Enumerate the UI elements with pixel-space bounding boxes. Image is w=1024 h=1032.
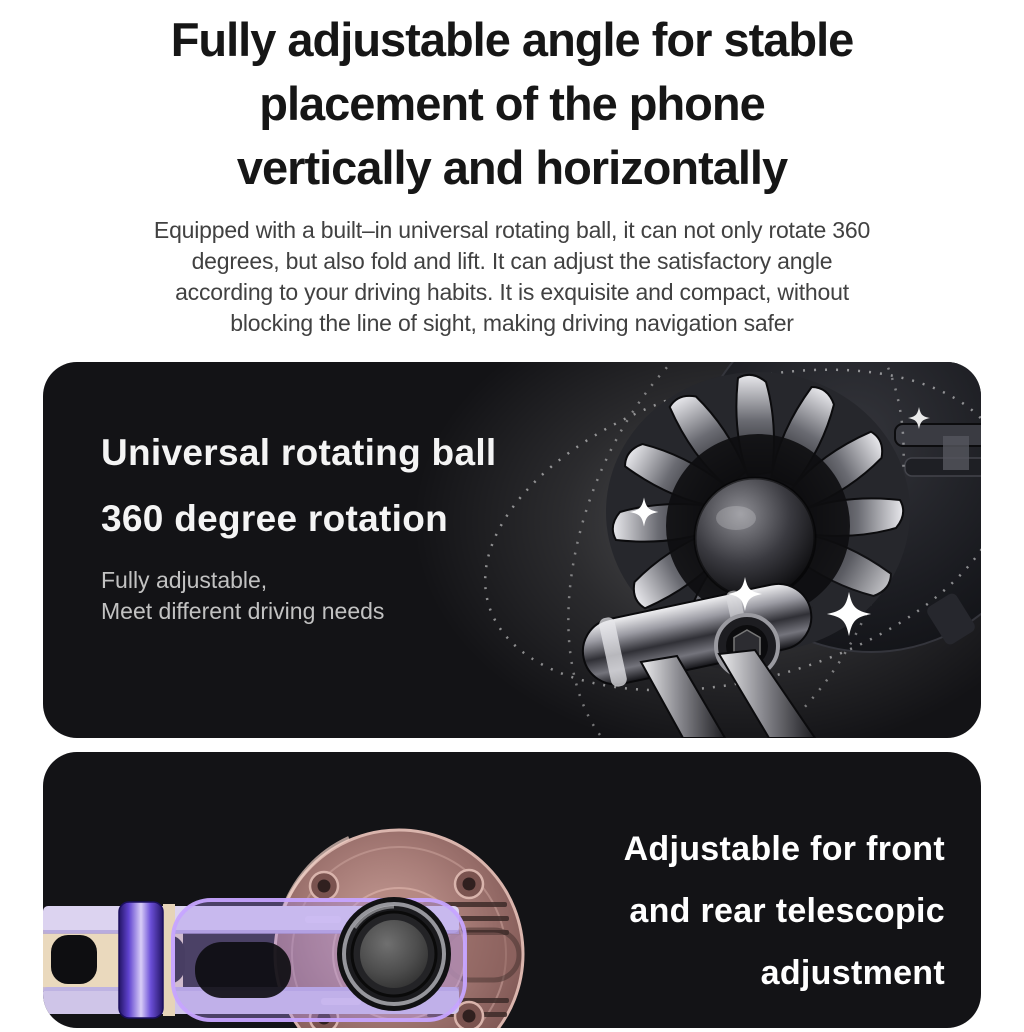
feature-card-telescopic xyxy=(43,752,981,1028)
card2-title-line-3: adjustment xyxy=(760,954,945,992)
center-knob xyxy=(337,897,451,1011)
card1-subtitle-line-2: Meet different driving needs xyxy=(101,598,385,624)
intro-line-3: according to your driving habits. It is exquisite and compact, without xyxy=(175,279,849,305)
product-detail-page xyxy=(0,8,1024,1032)
intro-line-1: Equipped with a built–in universal rotating ball, it can not only rotate 360 xyxy=(153,217,871,243)
card1-subtitle-line-1: Fully adjustable, xyxy=(101,567,268,593)
page-title-line-2: placement of the phone xyxy=(259,77,765,130)
intro-paragraph xyxy=(0,215,1024,339)
card2-text-block xyxy=(624,818,945,1004)
card2-title-line-1: Adjustable for front xyxy=(623,830,945,868)
card1-subtitle xyxy=(101,565,497,627)
card1-title-line-1: Universal rotating ball xyxy=(101,432,497,473)
intro-line-2: degrees, but also fold and lift. It can adjust the satisfactory angle xyxy=(191,248,833,274)
intro-line-4: blocking the line of sight, making driving navigation safer xyxy=(230,310,794,336)
page-title xyxy=(0,8,1024,200)
card1-text-block xyxy=(101,420,497,627)
feature-card-rotating-ball xyxy=(43,362,981,738)
page-title-line-3: vertically and horizontally xyxy=(236,141,788,194)
card1-title-line-2: 360 degree rotation xyxy=(101,498,449,539)
page-title-line-1: Fully adjustable angle for stable xyxy=(170,13,854,66)
card2-title-line-2: and rear telescopic xyxy=(629,892,945,930)
purple-slider-cylinder xyxy=(119,902,163,1018)
